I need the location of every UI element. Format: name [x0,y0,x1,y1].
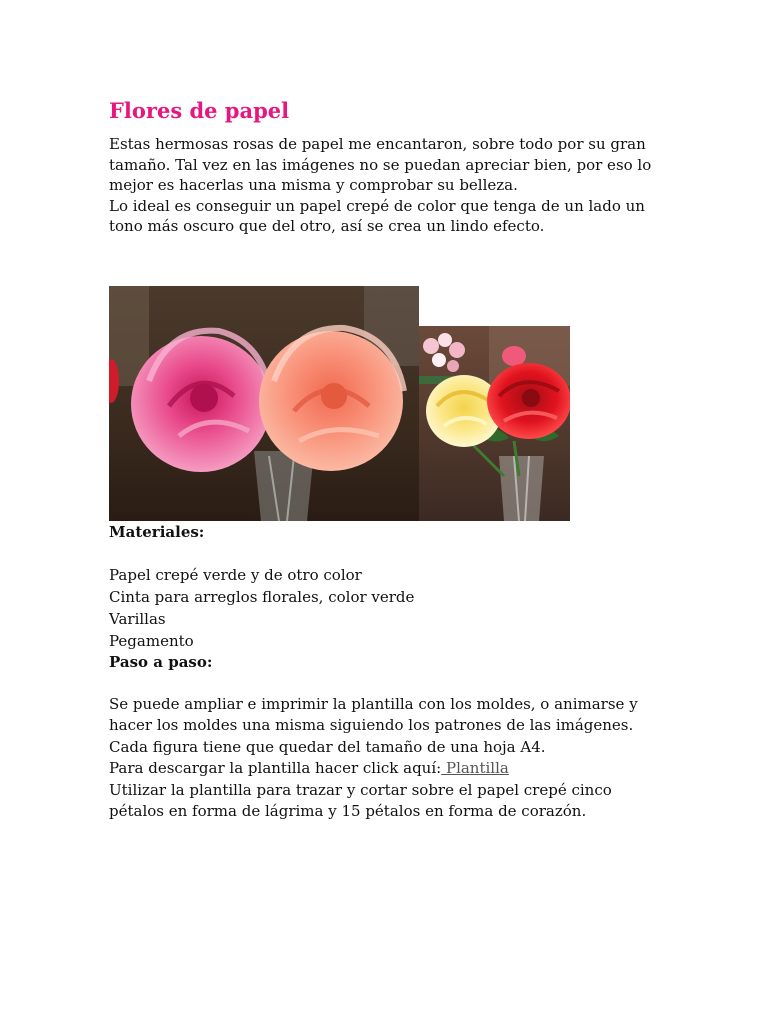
document-page [109,94,669,823]
steps-paragraph-2: Utilizar la plantilla para trazar y cortar sobre el papel crepé cinco pétalos en forma de lágrima y 15 pétalos en forma de corazón. [109,780,612,820]
list-item: Papel crepé verde y de otro color [109,565,362,584]
steps-body [109,694,669,823]
download-prefix: Para descargar la plantilla hacer click aquí: [109,759,442,777]
page-title: Flores de papel [109,98,290,123]
steps-heading: Paso a paso: [109,652,213,671]
download-line [109,758,669,780]
materials-list [109,564,669,652]
list-item: Varillas [109,609,166,628]
paper-roses-photo-pink [109,286,419,521]
template-download-link[interactable]: Plantilla [441,759,509,777]
intro-paragraph-1: Estas hermosas rosas de papel me encantaron, sobre todo por su gran tamaño. Tal vez en las imágenes no se puedan apreciar bien, por eso lo mejor es hacerlas una misma y comprobar su belleza. [109,135,652,194]
steps-paragraph-1: Se puede ampliar e imprimir la plantilla con los moldes, o animarse y hacer los moldes una misma siguiendo los patrones de las imágenes. Cada figura tiene que quedar del tamaño de una hoja A4. [109,694,638,756]
intro-paragraph-2: Lo ideal es conseguir un papel crepé de color que tenga de un lado un tono más oscuro que del otro, así se crea un lindo efecto. [109,196,645,235]
paper-roses-photo-yellow-red [419,326,570,521]
list-item: Pegamento [109,631,194,650]
list-item: Cinta para arreglos florales, color verde [109,587,415,606]
materials-heading: Materiales: [109,522,205,541]
photo-gallery [109,286,669,522]
